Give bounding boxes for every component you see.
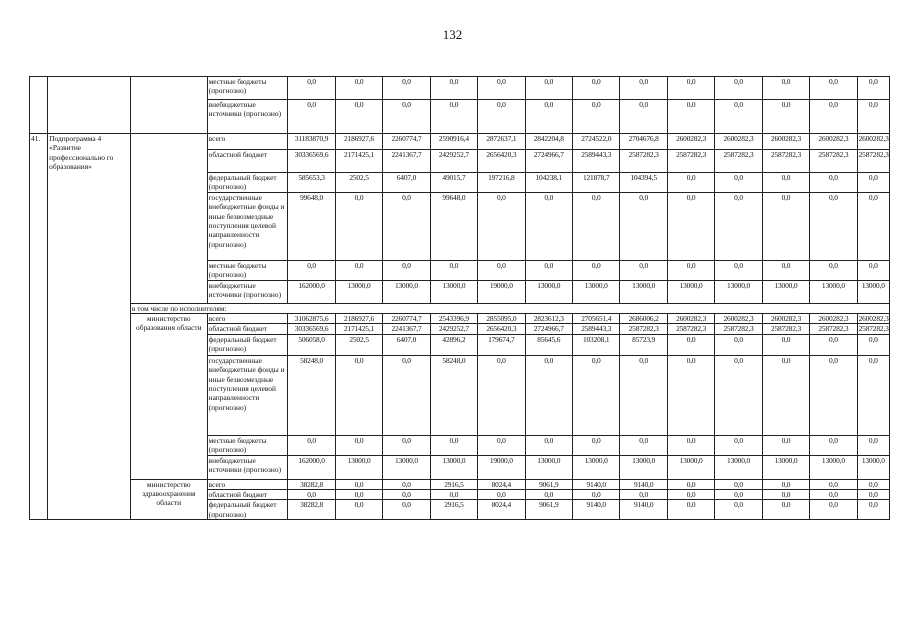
value-cell: 0,0 <box>430 260 477 280</box>
value-cell: 0,0 <box>383 77 430 100</box>
value-cell: 2842204,8 <box>525 134 572 150</box>
source-cell: местные бюджеты (прогнозно) <box>207 77 288 100</box>
value-cell: 0,0 <box>762 260 809 280</box>
value-cell: 2429252,7 <box>430 150 477 173</box>
value-cell: 0,0 <box>810 100 857 134</box>
value-cell: 13000,0 <box>620 280 667 303</box>
value-cell: 2241367,7 <box>383 324 430 334</box>
value-cell: 0,0 <box>810 192 857 260</box>
value-cell: 13000,0 <box>430 455 477 479</box>
value-cell: 99648,0 <box>288 192 335 260</box>
value-cell: 6407,0 <box>383 334 430 355</box>
value-cell: 8024,4 <box>478 479 525 489</box>
value-cell: 2600282,3 <box>667 134 714 150</box>
value-cell: 2186927,6 <box>335 134 382 150</box>
value-cell: 0,0 <box>667 355 714 435</box>
source-cell: областной бюджет <box>207 490 288 500</box>
value-cell: 2429252,7 <box>430 324 477 334</box>
source-cell: всего <box>207 314 288 324</box>
value-cell: 2186927,6 <box>335 314 382 324</box>
executor-name: министерство образования области <box>130 314 207 480</box>
value-cell: 0,0 <box>573 192 620 260</box>
value-cell: 0,0 <box>335 192 382 260</box>
value-cell: 0,0 <box>525 260 572 280</box>
value-cell: 0,0 <box>667 100 714 134</box>
value-cell: 13000,0 <box>762 280 809 303</box>
value-cell: 99648,0 <box>430 192 477 260</box>
value-cell: 104394,5 <box>620 173 667 193</box>
value-cell: 0,0 <box>715 334 762 355</box>
value-cell: 9140,0 <box>620 479 667 489</box>
value-cell: 2600282,3 <box>810 314 857 324</box>
value-cell: 2587282,3 <box>667 150 714 173</box>
value-cell: 0,0 <box>478 192 525 260</box>
value-cell: 0,0 <box>857 100 889 134</box>
value-cell: 0,0 <box>620 490 667 500</box>
value-cell: 2590916,4 <box>430 134 477 150</box>
value-cell: 0,0 <box>715 500 762 520</box>
value-cell: 2600282,3 <box>857 134 889 150</box>
value-cell: 13000,0 <box>762 455 809 479</box>
value-cell: 0,0 <box>667 192 714 260</box>
value-cell: 2600282,3 <box>762 314 809 324</box>
value-cell: 2600282,3 <box>810 134 857 150</box>
budget-table <box>29 76 890 520</box>
value-cell: 13000,0 <box>573 280 620 303</box>
value-cell: 0,0 <box>857 500 889 520</box>
value-cell: 13000,0 <box>667 280 714 303</box>
value-cell: 13000,0 <box>335 455 382 479</box>
value-cell: 0,0 <box>667 334 714 355</box>
program-name: Подпрограмма 4 «Развитие профессионально го образования» <box>48 134 131 520</box>
value-cell: 2872637,1 <box>478 134 525 150</box>
value-cell: 0,0 <box>620 100 667 134</box>
value-cell: 58248,0 <box>430 355 477 435</box>
value-cell: 0,0 <box>857 490 889 500</box>
value-cell: 0,0 <box>573 435 620 455</box>
value-cell: 0,0 <box>667 500 714 520</box>
value-cell: 2502,5 <box>335 173 382 193</box>
value-cell: 31183870,9 <box>288 134 335 150</box>
value-cell: 0,0 <box>525 355 572 435</box>
value-cell: 0,0 <box>335 435 382 455</box>
number-cell <box>30 77 48 134</box>
value-cell: 2600282,3 <box>715 314 762 324</box>
value-cell: 0,0 <box>810 355 857 435</box>
value-cell: 0,0 <box>335 355 382 435</box>
value-cell: 13000,0 <box>620 455 667 479</box>
value-cell: 0,0 <box>620 435 667 455</box>
value-cell: 103208,1 <box>573 334 620 355</box>
value-cell: 0,0 <box>573 490 620 500</box>
value-cell: 0,0 <box>430 435 477 455</box>
value-cell: 2260774,7 <box>383 314 430 324</box>
value-cell: 2241367,7 <box>383 150 430 173</box>
value-cell: 2600282,3 <box>667 314 714 324</box>
source-cell: внебюджетные источники (прогнозно) <box>207 280 288 303</box>
value-cell: 8024,4 <box>478 500 525 520</box>
value-cell: 49015,7 <box>430 173 477 193</box>
table-row <box>30 479 890 489</box>
value-cell: 0,0 <box>525 490 572 500</box>
value-cell: 0,0 <box>715 479 762 489</box>
executor-name: министерство здравоохранения области <box>130 479 207 520</box>
value-cell: 2587282,3 <box>620 324 667 334</box>
value-cell: 0,0 <box>335 500 382 520</box>
value-cell: 0,0 <box>810 334 857 355</box>
value-cell: 0,0 <box>478 355 525 435</box>
value-cell: 2587282,3 <box>667 324 714 334</box>
value-cell: 0,0 <box>715 192 762 260</box>
value-cell: 2600282,3 <box>858 314 889 324</box>
value-cell: 2656420,3 <box>478 150 525 173</box>
table-row <box>30 314 890 324</box>
value-cell: 2656420,3 <box>478 324 525 334</box>
value-cell: 0,0 <box>288 435 335 455</box>
source-cell: государственные внебюджетные фонды и иные безвозмездные поступления целевой направленности (прогнозно) <box>207 192 288 260</box>
value-cell: 0,0 <box>525 77 572 100</box>
value-cell: 2260774,7 <box>383 134 430 150</box>
value-cell: 0,0 <box>620 77 667 100</box>
value-cell: 30336569,6 <box>288 150 335 173</box>
value-cell: 0,0 <box>288 77 335 100</box>
value-cell: 0,0 <box>335 100 382 134</box>
value-cell: 0,0 <box>715 173 762 193</box>
program-number: 41. <box>30 134 48 520</box>
value-cell: 0,0 <box>430 100 477 134</box>
value-cell: 2686006,2 <box>620 314 667 324</box>
value-cell: 13000,0 <box>430 280 477 303</box>
value-cell: 0,0 <box>715 435 762 455</box>
source-cell: внебюджетные источники (прогнозно) <box>207 100 288 134</box>
value-cell: 2587282,3 <box>762 324 809 334</box>
value-cell: 0,0 <box>810 500 857 520</box>
value-cell: 2587282,3 <box>857 150 889 173</box>
value-cell: 0,0 <box>573 77 620 100</box>
value-cell: 0,0 <box>525 192 572 260</box>
source-cell: государственные внебюджетные фонды и иные безвозмездные поступления целевой направленности (прогнозно) <box>207 355 288 435</box>
value-cell: 0,0 <box>715 490 762 500</box>
value-cell: 2171425,1 <box>335 324 382 334</box>
value-cell: 2589443,3 <box>573 324 620 334</box>
value-cell: 0,0 <box>762 355 809 435</box>
value-cell: 0,0 <box>762 77 809 100</box>
value-cell: 0,0 <box>667 260 714 280</box>
value-cell: 38282,8 <box>288 500 335 520</box>
value-cell: 0,0 <box>288 260 335 280</box>
value-cell: 30336569,6 <box>288 324 335 334</box>
value-cell: 0,0 <box>810 490 857 500</box>
value-cell: 2704676,8 <box>620 134 667 150</box>
value-cell: 9061,9 <box>525 500 572 520</box>
value-cell: 0,0 <box>573 100 620 134</box>
value-cell: 0,0 <box>810 173 857 193</box>
value-cell: 2724522,0 <box>573 134 620 150</box>
value-cell: 0,0 <box>383 192 430 260</box>
value-cell: 0,0 <box>715 355 762 435</box>
value-cell: 0,0 <box>762 334 809 355</box>
source-cell: внебюджетные источники (прогнозно) <box>207 455 288 479</box>
executor-cell <box>130 134 207 304</box>
value-cell: 0,0 <box>857 260 889 280</box>
value-cell: 2587282,3 <box>620 150 667 173</box>
value-cell: 0,0 <box>573 260 620 280</box>
value-cell: 0,0 <box>383 260 430 280</box>
value-cell: 9140,0 <box>620 500 667 520</box>
value-cell: 13000,0 <box>715 280 762 303</box>
value-cell: 13000,0 <box>810 455 857 479</box>
value-cell: 85645,6 <box>525 334 572 355</box>
value-cell: 0,0 <box>525 435 572 455</box>
value-cell: 2823612,3 <box>525 314 572 324</box>
value-cell: 0,0 <box>288 100 335 134</box>
value-cell: 162000,0 <box>288 455 335 479</box>
value-cell: 197216,8 <box>478 173 525 193</box>
value-cell: 13000,0 <box>857 280 889 303</box>
value-cell: 0,0 <box>857 355 889 435</box>
value-cell: 19000,0 <box>478 280 525 303</box>
source-cell: всего <box>207 134 288 150</box>
value-cell: 2600282,3 <box>715 134 762 150</box>
value-cell: 38282,8 <box>288 479 335 489</box>
value-cell: 0,0 <box>383 500 430 520</box>
value-cell: 0,0 <box>430 77 477 100</box>
value-cell: 0,0 <box>857 479 889 489</box>
value-cell: 13000,0 <box>383 280 430 303</box>
value-cell: 0,0 <box>715 77 762 100</box>
value-cell: 585653,3 <box>288 173 335 193</box>
value-cell: 0,0 <box>478 490 525 500</box>
table-row <box>30 303 890 313</box>
value-cell: 0,0 <box>478 260 525 280</box>
value-cell: 0,0 <box>810 77 857 100</box>
value-cell: 0,0 <box>335 479 382 489</box>
value-cell: 0,0 <box>383 355 430 435</box>
value-cell: 0,0 <box>810 479 857 489</box>
value-cell: 0,0 <box>383 490 430 500</box>
value-cell: 13000,0 <box>715 455 762 479</box>
value-cell: 0,0 <box>762 173 809 193</box>
value-cell: 0,0 <box>335 260 382 280</box>
source-cell: федеральный бюджет (прогнозно) <box>207 173 288 193</box>
value-cell: 2600282,3 <box>762 134 809 150</box>
value-cell: 13000,0 <box>383 455 430 479</box>
value-cell: 0,0 <box>288 490 335 500</box>
value-cell: 13000,0 <box>335 280 382 303</box>
value-cell: 19000,0 <box>478 455 525 479</box>
value-cell: 0,0 <box>810 260 857 280</box>
source-cell: областной бюджет <box>207 324 288 334</box>
source-cell: местные бюджеты (прогнозно) <box>207 260 288 280</box>
value-cell: 13000,0 <box>857 455 889 479</box>
value-cell: 0,0 <box>762 500 809 520</box>
value-cell: 0,0 <box>383 100 430 134</box>
value-cell: 506058,0 <box>288 334 335 355</box>
value-cell: 9061,9 <box>525 479 572 489</box>
table-row <box>30 77 890 100</box>
value-cell: 0,0 <box>762 490 809 500</box>
value-cell: 9140,0 <box>573 479 620 489</box>
value-cell: 0,0 <box>478 435 525 455</box>
value-cell: 85723,9 <box>620 334 667 355</box>
value-cell: 0,0 <box>573 355 620 435</box>
value-cell: 58248,0 <box>288 355 335 435</box>
value-cell: 0,0 <box>335 77 382 100</box>
value-cell: 13000,0 <box>573 455 620 479</box>
value-cell: 2587282,3 <box>762 150 809 173</box>
value-cell: 2587282,3 <box>715 324 762 334</box>
value-cell: 2916,5 <box>430 479 477 489</box>
value-cell: 0,0 <box>857 435 889 455</box>
value-cell: 42896,2 <box>430 334 477 355</box>
program-cell <box>48 77 131 134</box>
value-cell: 2502,5 <box>335 334 382 355</box>
table-row <box>30 134 890 150</box>
value-cell: 0,0 <box>383 435 430 455</box>
value-cell: 179674,7 <box>478 334 525 355</box>
value-cell: 2724966,7 <box>525 150 572 173</box>
value-cell: 2855095,0 <box>478 314 525 324</box>
value-cell: 0,0 <box>620 355 667 435</box>
value-cell: 104238,1 <box>525 173 572 193</box>
value-cell: 0,0 <box>715 260 762 280</box>
source-cell: местные бюджеты (прогнозно) <box>207 435 288 455</box>
executors-heading: в том числе по исполнителям: <box>130 303 889 313</box>
value-cell: 0,0 <box>762 192 809 260</box>
value-cell: 0,0 <box>383 479 430 489</box>
source-cell: областной бюджет <box>207 150 288 173</box>
source-cell: федеральный бюджет (прогнозно) <box>207 500 288 520</box>
value-cell: 13000,0 <box>525 280 572 303</box>
value-cell: 2587282,3 <box>715 150 762 173</box>
value-cell: 0,0 <box>667 479 714 489</box>
value-cell: 9140,0 <box>573 500 620 520</box>
value-cell: 0,0 <box>857 173 889 193</box>
value-cell: 0,0 <box>667 490 714 500</box>
value-cell: 0,0 <box>762 479 809 489</box>
value-cell: 0,0 <box>762 435 809 455</box>
value-cell: 0,0 <box>335 490 382 500</box>
value-cell: 0,0 <box>620 192 667 260</box>
value-cell: 2724966,7 <box>525 324 572 334</box>
value-cell: 2587282,3 <box>810 150 857 173</box>
source-cell: всего <box>207 479 288 489</box>
value-cell: 31062875,6 <box>288 314 335 324</box>
value-cell: 2705651,4 <box>573 314 620 324</box>
value-cell: 0,0 <box>857 334 889 355</box>
value-cell: 0,0 <box>667 173 714 193</box>
value-cell: 0,0 <box>667 435 714 455</box>
value-cell: 0,0 <box>857 192 889 260</box>
value-cell: 2543396,9 <box>430 314 477 324</box>
executor-cell <box>130 77 207 134</box>
value-cell: 0,0 <box>715 100 762 134</box>
value-cell: 13000,0 <box>667 455 714 479</box>
value-cell: 2171425,1 <box>335 150 382 173</box>
value-cell: 0,0 <box>478 77 525 100</box>
value-cell: 2589443,3 <box>573 150 620 173</box>
value-cell: 0,0 <box>478 100 525 134</box>
page-number: 132 <box>442 27 463 42</box>
value-cell: 0,0 <box>667 77 714 100</box>
value-cell: 0,0 <box>762 100 809 134</box>
budget-table-body <box>30 77 890 520</box>
value-cell: 162000,0 <box>288 280 335 303</box>
value-cell: 0,0 <box>525 100 572 134</box>
value-cell: 6407,0 <box>383 173 430 193</box>
source-cell: федеральный бюджет (прогнозно) <box>207 334 288 355</box>
value-cell: 0,0 <box>810 435 857 455</box>
value-cell: 2587282,3 <box>858 324 889 334</box>
value-cell: 2587282,3 <box>810 324 857 334</box>
value-cell: 2916,5 <box>430 500 477 520</box>
value-cell: 0,0 <box>620 260 667 280</box>
value-cell: 0,0 <box>430 490 477 500</box>
value-cell: 13000,0 <box>525 455 572 479</box>
value-cell: 121878,7 <box>573 173 620 193</box>
value-cell: 0,0 <box>857 77 889 100</box>
value-cell: 13000,0 <box>810 280 857 303</box>
